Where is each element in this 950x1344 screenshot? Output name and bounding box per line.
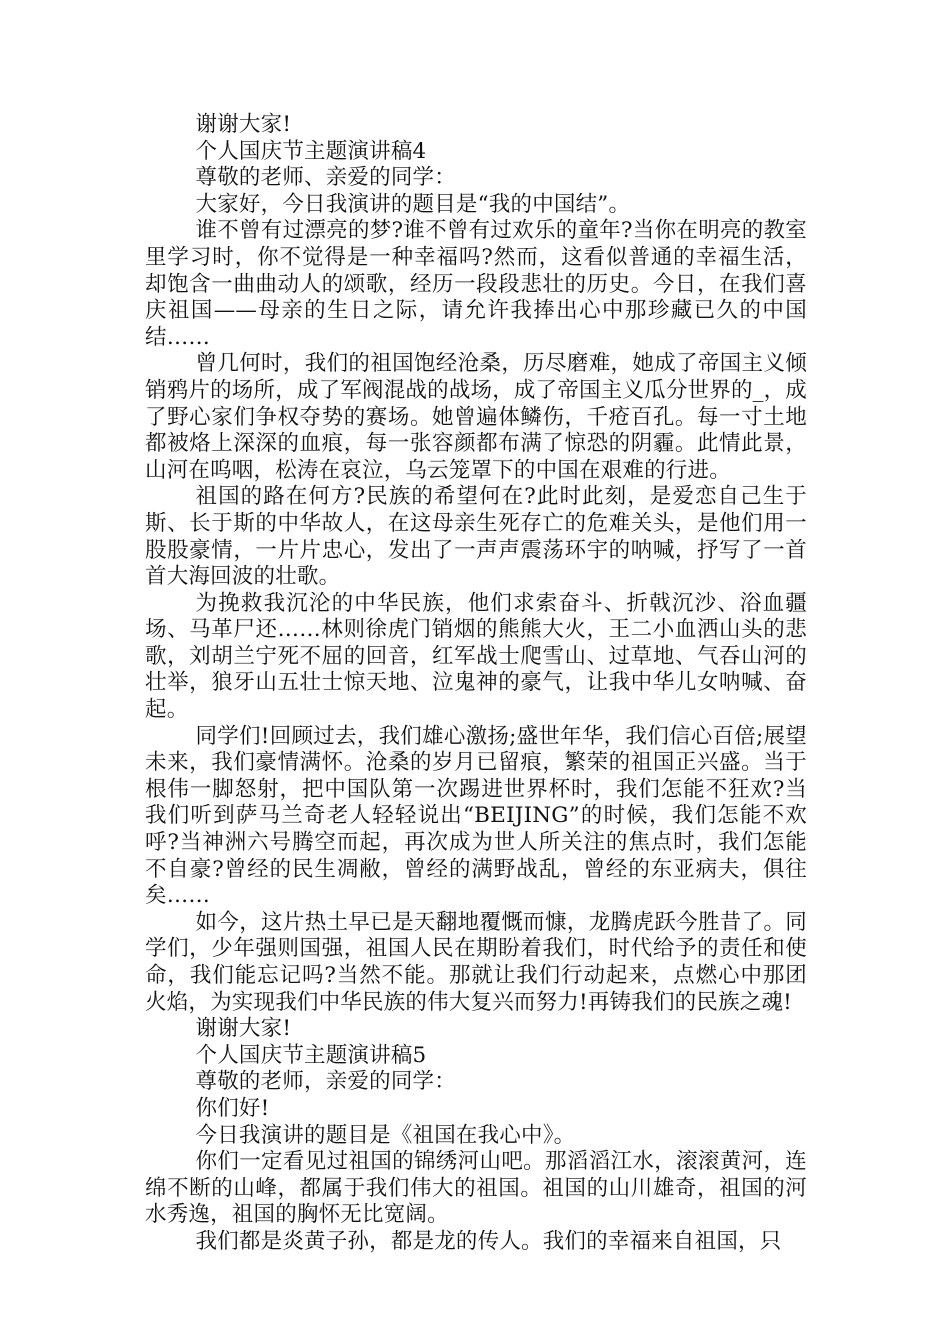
speech-title: 个人国庆节主题演讲稿4 [195,138,427,164]
paragraph: 如今，这片热土早已是天翻地覆慨而慷，龙腾虎跃今胜昔了。同学们，少年强则国强，祖国人民在期盼着我们，时代给予的责任和使命，我们能忘记吗?当然不能。那就让我们行动起来，点燃心中那团火焰，为实现我们中华民族的伟大复兴而努力!再铸我们的民族之魂! [145,909,807,1015]
paragraph: 你们一定看见过祖国的锦绣河山吧。那滔滔江水，滚滚黄河，连绵不断的山峰，都属于我们伟大的祖国。祖国的山川雄奇，祖国的河水秀逸，祖国的胸怀无比宽阔。 [145,1149,807,1228]
paragraph: 为挽救我沉沦的中华民族，他们求索奋斗、折戟沉沙、浴血疆场、马革尸还……林则徐虎门销烟的熊熊大火，王二小血洒山头的悲歌，刘胡兰宁死不屈的回音，红军战士爬雪山、过草地、气吞山河的壮举，狼牙山五壮士惊天地、泣鬼神的豪气，让我中华儿女呐喊、奋起。 [145,590,807,723]
document-page [145,112,807,1256]
closing-line: 谢谢大家! [195,112,292,137]
greeting: 你们好! [195,1095,270,1121]
paragraph: 大家好，今日我演讲的题目是“我的中国结”。 [195,191,631,217]
paragraph: 祖国的路在何方?民族的希望何在?此时此刻，是爱恋自己生于斯、长于斯的中华故人，在这母亲生死存亡的危难关头，是他们用一股股豪情，一片片忠心，发出了一声声震荡环宇的呐喊，抒写了一首首大海回波的壮歌。 [145,484,807,590]
paragraph: 曾几何时，我们的祖国饱经沧桑，历尽磨难，她成了帝国主义倾销鸦片的场所，成了军阀混战的战场，成了帝国主义瓜分世界的_，成了野心家们争权夺势的赛场。她曾遍体鳞伤，千疮百孔。每一寸土地都被烙上深深的血痕，每一张容颜都布满了惊恐的阴霾。此情此景，山河在呜咽，松涛在哀泣，乌云笼罩下的中国在艰难的行进。 [145,351,807,483]
paragraph: 我们都是炎黄子孙，都是龙的传人。我们的幸福来自祖国，只 [195,1228,782,1254]
salutation: 尊敬的老师、亲爱的同学： [195,165,456,191]
paragraph: 今日我演讲的题目是《祖国在我心中》。 [195,1122,576,1148]
speech-title: 个人国庆节主题演讲稿5 [195,1042,427,1068]
closing-line: 谢谢大家! [195,1016,292,1042]
paragraph: 谁不曾有过漂亮的梦?谁不曾有过欢乐的童年?当你在明亮的教室里学习时，你不觉得是一种幸福吗?然而，这看似普通的幸福生活，却饱含一曲曲动人的颂歌，经历一段段悲壮的历史。今日，在我们喜庆祖国——母亲的生日之际，请允许我捧出心中那珍藏已久的中国结…… [145,218,807,350]
salutation: 尊敬的老师，亲爱的同学： [195,1069,456,1095]
paragraph: 同学们!回顾过去，我们雄心激扬;盛世年华，我们信心百倍;展望未来，我们豪情满怀。沧桑的岁月已留痕，繁荣的祖国正兴盛。当于根伟一脚怒射，把中国队第一次踢进世界杯时，我们怎能不狂欢?当我们听到萨马兰奇老人轻轻说出“BEIJING”的时候，我们怎能不欢呼?当神洲六号腾空而起，再次成为世人所关注的焦点时，我们怎能不自豪?曾经的民生凋敝，曾经的满野战乱，曾经的东亚病夫，俱往矣…… [145,723,807,909]
